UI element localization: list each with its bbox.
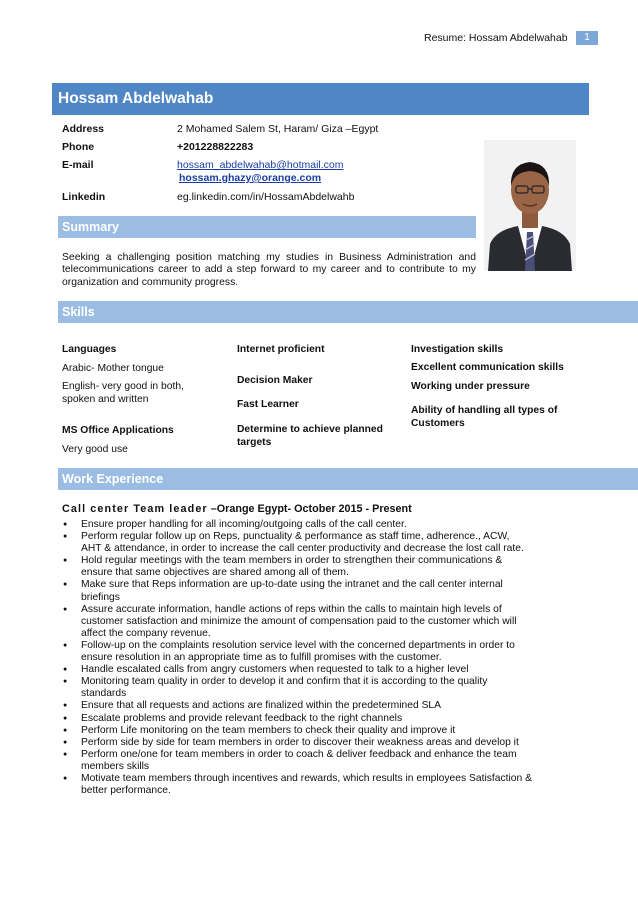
list-item: ● Escalate problems and provide relevant feedback to the right channels bbox=[62, 713, 532, 725]
list-item: ● Follow-up on the complaints resolution service level with the concerned departments in order to ensure resolution in an appropriate time as to fulfill promises with the customer. bbox=[62, 640, 532, 664]
list-item: ● Monitoring team quality in order to develop it and confirm that it is according to the quality standards bbox=[62, 676, 532, 700]
linkedin-value: eg.linkedin.com/in/HossamAbdelwahb bbox=[177, 191, 355, 203]
skill-targets: Determine to achieve planned targets bbox=[237, 424, 383, 448]
summary-heading: Summary bbox=[62, 220, 119, 234]
skills-heading-bar bbox=[58, 301, 638, 323]
list-item: ● Handle escalated calls from angry customers when requested to talk to a higher level bbox=[62, 664, 532, 676]
language-english: English- very good in both, spoken and written bbox=[62, 381, 184, 405]
list-item: ● Assure accurate information, handle actions of reps within the calls to maintain high levels of customer satisfaction and minimize the amount of compensation paid to the customer which will affect the company revenue. bbox=[62, 604, 532, 640]
name-banner bbox=[52, 83, 589, 115]
linkedin-label: Linkedin bbox=[62, 191, 106, 203]
language-arabic: Arabic- Mother tongue bbox=[62, 363, 164, 374]
languages-heading: Languages bbox=[62, 344, 117, 355]
profile-photo bbox=[484, 140, 576, 271]
address-value: 2 Mohamed Salem St, Haram/ Giza –Egypt bbox=[177, 123, 379, 135]
running-header: Resume: Hossam Abdelwahab bbox=[424, 32, 568, 44]
email-label: E-mail bbox=[62, 159, 94, 171]
skill-investigation: Investigation skills bbox=[411, 344, 504, 355]
skill-decision-maker: Decision Maker bbox=[237, 375, 313, 386]
skill-fast-learner: Fast Learner bbox=[237, 399, 299, 410]
phone-label: Phone bbox=[62, 141, 95, 153]
page-number: 1 bbox=[576, 31, 598, 45]
skill-communication: Excellent communication skills bbox=[411, 362, 564, 373]
work-heading: Work Experience bbox=[62, 472, 164, 486]
job-title bbox=[62, 503, 412, 515]
list-item: ● Perform side by side for team members in order to discover their weakness areas and develop it bbox=[62, 737, 532, 749]
skill-customers: Ability of handling all types of Customers bbox=[411, 405, 558, 429]
ms-office-heading: MS Office Applications bbox=[62, 425, 174, 436]
list-item: ● Hold regular meetings with the team members in order to strengthen their communications & ensure that same objectives are shared among all of them. bbox=[62, 555, 532, 579]
list-item: ● Perform Life monitoring on the team members to check their quality and improve it bbox=[62, 725, 532, 737]
address-label: Address bbox=[62, 123, 105, 135]
list-item: ● Motivate team members through incentives and rewards, which results in employees Satisfaction & better performance. bbox=[62, 773, 532, 797]
list-item: ● Make sure that Reps information are up-to-date using the intranet and the call center internal briefings bbox=[62, 579, 532, 603]
list-item: ● Ensure that all requests and actions are finalized within the predetermined SLA bbox=[62, 700, 532, 712]
candidate-name: Hossam Abdelwahab bbox=[58, 90, 214, 107]
phone-value: +201228822283 bbox=[177, 141, 254, 153]
list-item: ● Ensure proper handling for all incoming/outgoing calls of the call center. bbox=[62, 519, 532, 531]
email-link-2[interactable]: hossam.ghazy@orange.com bbox=[179, 172, 322, 184]
skills-heading: Skills bbox=[62, 305, 95, 319]
summary-text: Seeking a challenging position matching my studies in Business Administration and telecommunications career to add a step forward to my career and to contribute to my organization and community progress. bbox=[62, 252, 476, 288]
job-role: Call center Team leader bbox=[62, 503, 208, 515]
list-item: ● Perform regular follow up on Reps, punctuality & performance as staff time, adherence., ACW, AHT & attendance, in order to increase the call center productivity and decrease the lost call rate. bbox=[62, 531, 532, 555]
list-item: ● Perform one/one for team members in order to coach & deliver feedback and enhance the team members skills bbox=[62, 749, 532, 773]
work-heading-bar bbox=[58, 468, 638, 490]
ms-office-level: Very good use bbox=[62, 444, 128, 455]
skill-pressure: Working under pressure bbox=[411, 381, 530, 392]
job-company-period: –Orange Egypt- October 2015 - Present bbox=[207, 503, 412, 515]
job-duties-list bbox=[62, 519, 532, 797]
email-link-1[interactable]: hossam_abdelwahab@hotmail.com bbox=[177, 159, 344, 171]
summary-heading-bar bbox=[58, 216, 476, 238]
skill-internet: Internet proficient bbox=[237, 344, 325, 355]
